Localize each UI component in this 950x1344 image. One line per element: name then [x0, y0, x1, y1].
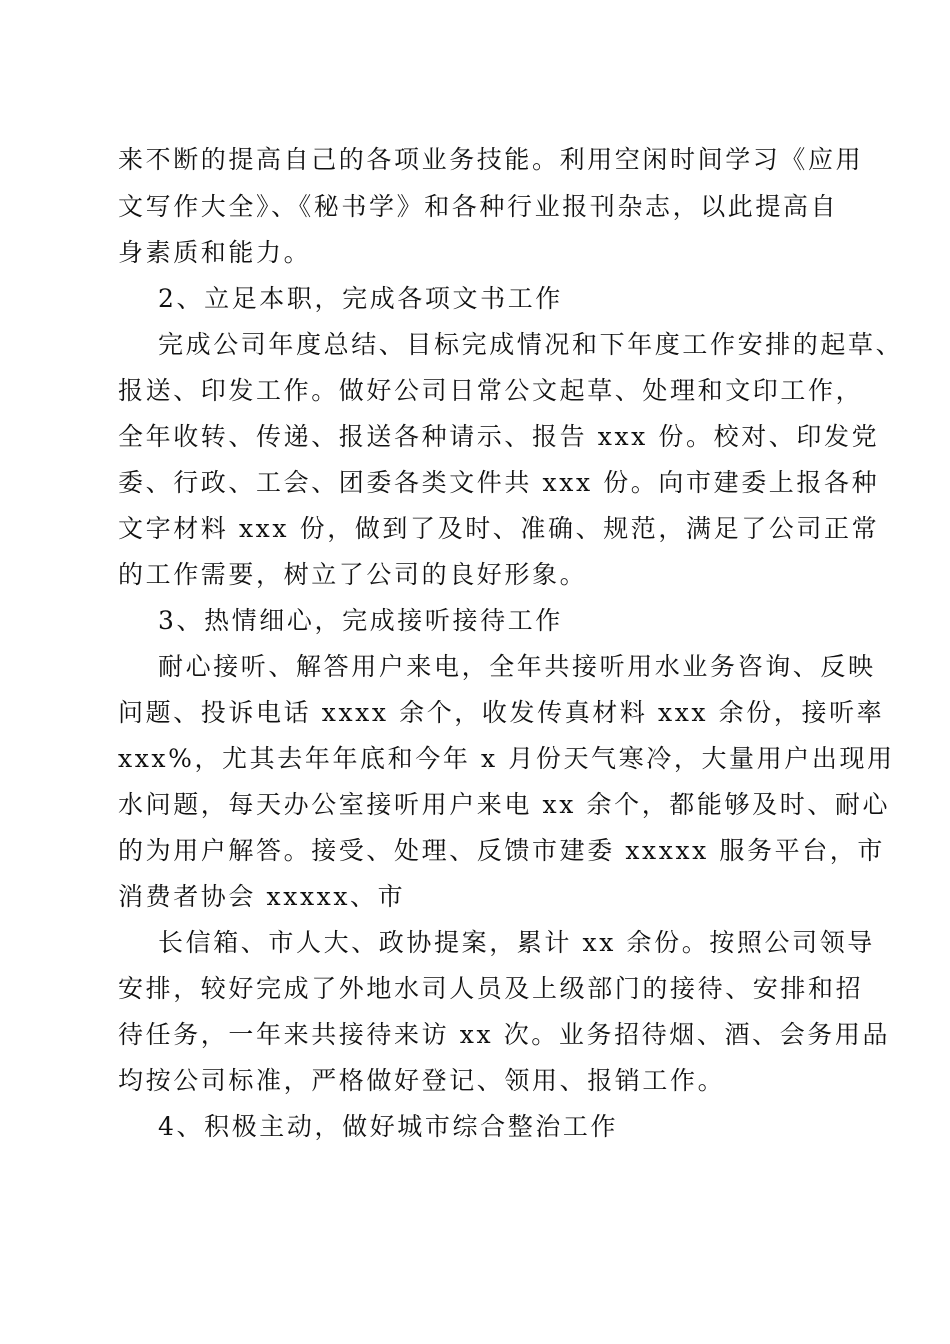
text-line: 来不断的提高自己的各项业务技能。利用空闲时间学习《应用: [118, 145, 864, 174]
text-line: 文字材料 xxx 份，做到了及时、准确、规范，满足了公司正常: [118, 514, 880, 543]
text-line: 文写作大全》、《秘书学》和各种行业报刊杂志，以此提高自: [118, 192, 839, 221]
text-line: 待任务，一年来共接待来访 xx 次。业务招待烟、酒、会务用品: [118, 1020, 891, 1049]
text-line: 身素质和能力。: [118, 238, 312, 267]
text-line: 水问题，每天办公室接听用户来电 xx 余个，都能够及时、耐心: [118, 790, 891, 819]
text-line: 问题、投诉电话 xxxx 余个，收发传真材料 xxx 余份，接听率: [118, 698, 885, 727]
text-line: 消费者协会 xxxxx、市: [118, 882, 406, 911]
section-heading: 3、热情细心，完成接听接待工作: [158, 606, 563, 635]
text-line: 报送、印发工作。做好公司日常公文起草、处理和文印工作，: [118, 376, 864, 405]
text-line: 的工作需要，树立了公司的良好形象。: [118, 560, 588, 589]
text-line: 委、行政、工会、团委各类文件共 xxx 份。向市建委上报各种: [118, 468, 880, 497]
section-heading: 2、立足本职，完成各项文书工作: [158, 284, 563, 313]
text-line: 完成公司年度总结、目标完成情况和下年度工作安排的起草、: [158, 330, 904, 359]
text-line: 全年收转、传递、报送各种请示、报告 xxx 份。校对、印发党: [118, 422, 880, 451]
text-line: 长信箱、市人大、政协提案，累计 xx 余份。按照公司领导: [158, 928, 875, 957]
text-line: 安排，较好完成了外地水司人员及上级部门的接待、安排和招: [118, 974, 864, 1003]
text-line: 的为用户解答。接受、处理、反馈市建委 xxxxx 服务平台，市: [118, 836, 885, 865]
section-heading: 4、积极主动，做好城市综合整治工作: [158, 1112, 619, 1141]
text-line: 耐心接听、解答用户来电，全年共接听用水业务咨询、反映: [158, 652, 876, 681]
text-line: 均按公司标准，严格做好登记、领用、报销工作。: [118, 1066, 726, 1095]
text-line: xxx%，尤其去年年底和今年 x 月份天气寒冷，大量用户出现用: [118, 744, 895, 773]
